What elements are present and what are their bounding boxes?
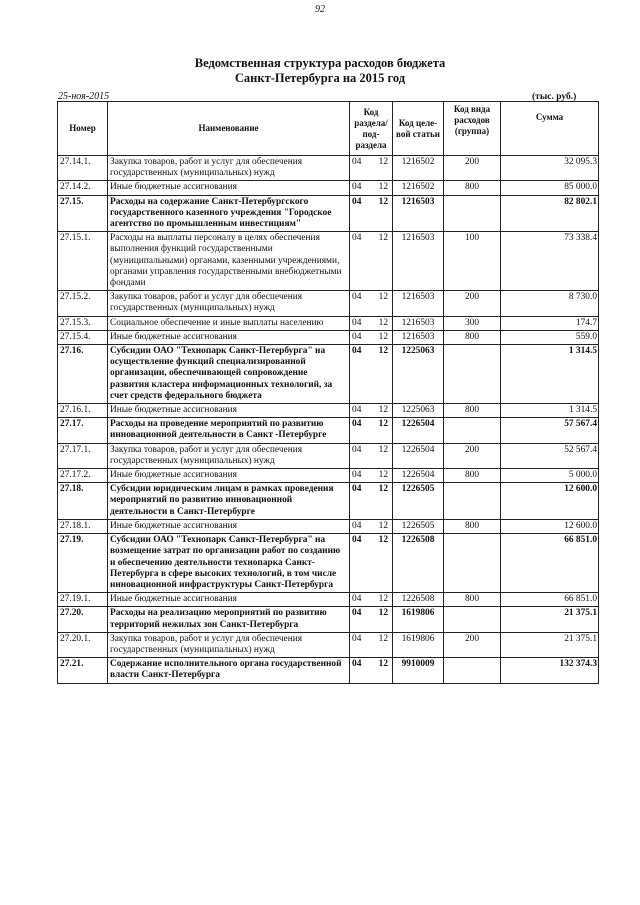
section-code: 04 (352, 157, 362, 167)
subsection-code: 12 (378, 292, 388, 303)
subsection-code: 12 (378, 182, 388, 193)
row-target-code: 1225063 (393, 404, 444, 418)
row-expense-type (444, 195, 501, 232)
row-amount: 73 338.4 (501, 232, 599, 291)
subsection-code: 12 (378, 659, 388, 670)
units-label: (тыс. руб.) (532, 92, 577, 102)
subsection-code: 12 (378, 405, 388, 416)
header-number: Номер (58, 102, 108, 156)
row-name: Закупка товаров, работ и услуг для обеспечения государственных (муниципальных) нужд (108, 156, 350, 181)
row-target-code: 1226504 (393, 418, 444, 443)
subsection-code: 12 (378, 520, 388, 531)
row-expense-type: 200 (444, 632, 501, 657)
row-amount: 5 000.0 (501, 469, 599, 483)
row-amount: 21 375.1 (501, 632, 599, 657)
table-row (58, 404, 599, 418)
table-row (58, 330, 599, 344)
row-amount: 1 314.5 (501, 345, 599, 404)
row-section-code (350, 469, 393, 483)
table-row (58, 632, 599, 657)
row-number: 27.21. (58, 658, 108, 683)
row-number: 27.18.1. (58, 519, 108, 533)
row-number: 27.17.2. (58, 469, 108, 483)
section-code: 04 (352, 470, 362, 481)
row-target-code: 1619806 (393, 632, 444, 657)
row-target-code: 1216503 (393, 330, 444, 344)
section-code: 04 (352, 535, 362, 546)
row-target-code: 1226508 (393, 534, 444, 593)
row-name: Закупка товаров, работ и услуг для обеспечения государственных (муниципальных) нужд (108, 632, 350, 657)
row-amount: 82 802.1 (501, 195, 599, 232)
header-name: Наименование (108, 102, 350, 156)
row-name: Иные бюджетные ассигнования (108, 469, 350, 483)
row-name: Закупка товаров, работ и услуг для обеспечения государственных (муниципальных) нужд (108, 291, 350, 316)
row-section-code (350, 418, 393, 443)
section-code: 04 (352, 659, 362, 670)
table-row (58, 443, 599, 468)
row-section-code (350, 658, 393, 683)
row-expense-type: 800 (444, 330, 501, 344)
row-section-code (350, 232, 393, 291)
row-section-code (350, 316, 393, 330)
row-target-code: 9910009 (393, 658, 444, 683)
row-name: Закупка товаров, работ и услуг для обеспечения государственных (муниципальных) нужд (108, 443, 350, 468)
section-code: 04 (352, 346, 362, 357)
row-target-code: 1225063 (393, 345, 444, 404)
row-expense-type: 200 (444, 156, 501, 181)
row-name: Содержание исполнительного органа государственной власти Санкт-Петербурга (108, 658, 350, 683)
row-name: Иные бюджетные ассигнования (108, 519, 350, 533)
section-code: 04 (352, 444, 362, 455)
subsection-code: 12 (378, 594, 388, 605)
row-amount: 85 000.0 (501, 181, 599, 195)
row-expense-type (444, 418, 501, 443)
row-target-code: 1226505 (393, 483, 444, 520)
row-target-code: 1216502 (393, 156, 444, 181)
table-row (58, 195, 599, 232)
table-row (58, 418, 599, 443)
row-name: Иные бюджетные ассигнования (108, 330, 350, 344)
row-section-code (350, 632, 393, 657)
row-name: Расходы на проведение мероприятий по развитию инновационной деятельности в Санкт -Петербурге (108, 418, 350, 443)
row-expense-type: 800 (444, 404, 501, 418)
row-amount: 66 851.0 (501, 593, 599, 607)
row-section-code (350, 195, 393, 232)
subsection-code: 12 (378, 608, 388, 619)
row-number: 27.20. (58, 607, 108, 632)
row-section-code (350, 519, 393, 533)
subsection-code: 12 (378, 419, 388, 430)
subsection-code: 12 (378, 157, 388, 167)
row-name: Субсидии ОАО "Технопарк Санкт-Петербурга" на осуществление функций специализированной организации, обеспечивающей сопровождение развития кластера информационных технологий, за счет средств федерального бюджета (108, 345, 350, 404)
row-expense-type: 300 (444, 316, 501, 330)
row-target-code: 1216503 (393, 195, 444, 232)
row-amount: 1 314.5 (501, 404, 599, 418)
document-date: 25-ноя-2015 (58, 91, 110, 102)
row-expense-type (444, 483, 501, 520)
row-target-code: 1619806 (393, 607, 444, 632)
table-row (58, 483, 599, 520)
row-target-code: 1226504 (393, 443, 444, 468)
table-row (58, 607, 599, 632)
row-number: 27.15.4. (58, 330, 108, 344)
row-section-code (350, 156, 393, 181)
title-line-2: Санкт-Петербурга на 2015 год (234, 71, 406, 85)
section-code: 04 (352, 484, 362, 495)
row-name: Субсидии юридическим лицам в рамках проведения мероприятий по развитию инновационной деятельности в Санкт-Петербурге (108, 483, 350, 520)
row-amount: 8 730.0 (501, 291, 599, 316)
section-code: 04 (352, 196, 362, 207)
row-number: 27.20.1. (58, 632, 108, 657)
row-amount: 52 567.4 (501, 443, 599, 468)
row-number: 27.16.1. (58, 404, 108, 418)
row-section-code (350, 534, 393, 593)
row-amount: 12 600.0 (501, 483, 599, 520)
row-amount: 12 600.0 (501, 519, 599, 533)
subsection-code: 12 (378, 444, 388, 455)
row-expense-type: 200 (444, 443, 501, 468)
header-amount: Сумма (501, 102, 599, 156)
subsection-code: 12 (378, 233, 388, 244)
section-code: 04 (352, 331, 362, 342)
row-target-code: 1216503 (393, 232, 444, 291)
section-code: 04 (352, 594, 362, 605)
row-amount: 132 374.3 (501, 658, 599, 683)
page-number: 92 (315, 4, 325, 15)
row-section-code (350, 404, 393, 418)
row-number: 27.15.2. (58, 291, 108, 316)
table-row (58, 658, 599, 683)
row-target-code: 1216502 (393, 181, 444, 195)
table-row (58, 593, 599, 607)
subsection-code: 12 (378, 346, 388, 357)
table-row (58, 181, 599, 195)
row-section-code (350, 330, 393, 344)
section-code: 04 (352, 520, 362, 531)
row-name: Расходы на выплаты персоналу в целях обеспечения выполнения функций государственными (муниципальными) органами, казенными учреждениями, органами управления государственными внебюджетными фондами (108, 232, 350, 291)
row-number: 27.19.1. (58, 593, 108, 607)
section-code: 04 (352, 633, 362, 644)
row-section-code (350, 607, 393, 632)
subsection-code: 12 (378, 331, 388, 342)
row-section-code (350, 345, 393, 404)
header-target: Код целе-вой статьи (393, 102, 444, 156)
row-expense-type (444, 607, 501, 632)
row-name: Расходы на содержание Санкт-Петербургского государственного казенного учреждения "Городское агентство по промышленным инвестициям" (108, 195, 350, 232)
row-number: 27.17. (58, 418, 108, 443)
row-expense-type (444, 658, 501, 683)
row-target-code: 1226508 (393, 593, 444, 607)
header-expense-type: Код вида расходов (группа) (444, 102, 501, 156)
row-name: Расходы на реализацию мероприятий по развитию территорий нежилых зон Санкт-Петербурга (108, 607, 350, 632)
document-title (0, 56, 640, 86)
row-amount: 32 095.3 (501, 156, 599, 181)
row-expense-type: 800 (444, 519, 501, 533)
section-code: 04 (352, 292, 362, 303)
budget-table (57, 101, 599, 684)
header-section: Код раздела/ под-раздела (350, 102, 393, 156)
section-code: 04 (352, 182, 362, 193)
row-number: 27.15.3. (58, 316, 108, 330)
row-target-code: 1226505 (393, 519, 444, 533)
row-number: 27.18. (58, 483, 108, 520)
row-amount: 559.0 (501, 330, 599, 344)
subsection-code: 12 (378, 196, 388, 207)
row-number: 27.16. (58, 345, 108, 404)
row-number: 27.15.1. (58, 232, 108, 291)
row-amount: 174.7 (501, 316, 599, 330)
section-code: 04 (352, 419, 362, 430)
table-row (58, 156, 599, 181)
subsection-code: 12 (378, 535, 388, 546)
subsection-code: 12 (378, 484, 388, 495)
section-code: 04 (352, 233, 362, 244)
row-name: Социальное обеспечение и иные выплаты населению (108, 316, 350, 330)
section-code: 04 (352, 317, 362, 328)
row-name: Иные бюджетные ассигнования (108, 593, 350, 607)
row-amount: 21 375.1 (501, 607, 599, 632)
row-target-code: 1226504 (393, 469, 444, 483)
row-number: 27.14.1. (58, 156, 108, 181)
row-expense-type: 100 (444, 232, 501, 291)
row-amount: 66 851.0 (501, 534, 599, 593)
table-row (58, 345, 599, 404)
table-row (58, 519, 599, 533)
section-code: 04 (352, 405, 362, 416)
row-expense-type: 800 (444, 181, 501, 195)
table-row (58, 469, 599, 483)
title-line-1: Ведомственная структура расходов бюджета (194, 56, 446, 70)
row-section-code (350, 443, 393, 468)
subsection-code: 12 (378, 633, 388, 644)
row-expense-type: 800 (444, 469, 501, 483)
table-row (58, 291, 599, 316)
row-expense-type (444, 534, 501, 593)
table-row (58, 534, 599, 593)
table-row (58, 232, 599, 291)
row-expense-type: 800 (444, 593, 501, 607)
row-name: Иные бюджетные ассигнования (108, 181, 350, 195)
subsection-code: 12 (378, 470, 388, 481)
table-row (58, 316, 599, 330)
row-section-code (350, 291, 393, 316)
row-number: 27.14.2. (58, 181, 108, 195)
row-expense-type (444, 345, 501, 404)
row-name: Субсидии ОАО "Технопарк Санкт-Петербурга" на возмещение затрат по организации работ по созданию и обеспечению деятельности технопарка Санкт-Петербурга в сфере высоких технологий, в том числе инновационной инфраструктуры Санкт-Петербурга (108, 534, 350, 593)
row-number: 27.15. (58, 195, 108, 232)
row-target-code: 1216503 (393, 316, 444, 330)
row-section-code (350, 181, 393, 195)
row-number: 27.19. (58, 534, 108, 593)
row-section-code (350, 483, 393, 520)
row-amount: 57 567.4 (501, 418, 599, 443)
row-expense-type: 200 (444, 291, 501, 316)
row-name: Иные бюджетные ассигнования (108, 404, 350, 418)
row-section-code (350, 593, 393, 607)
section-code: 04 (352, 608, 362, 619)
row-target-code: 1216503 (393, 291, 444, 316)
table-body (58, 156, 599, 684)
row-number: 27.17.1. (58, 443, 108, 468)
subsection-code: 12 (378, 317, 388, 328)
